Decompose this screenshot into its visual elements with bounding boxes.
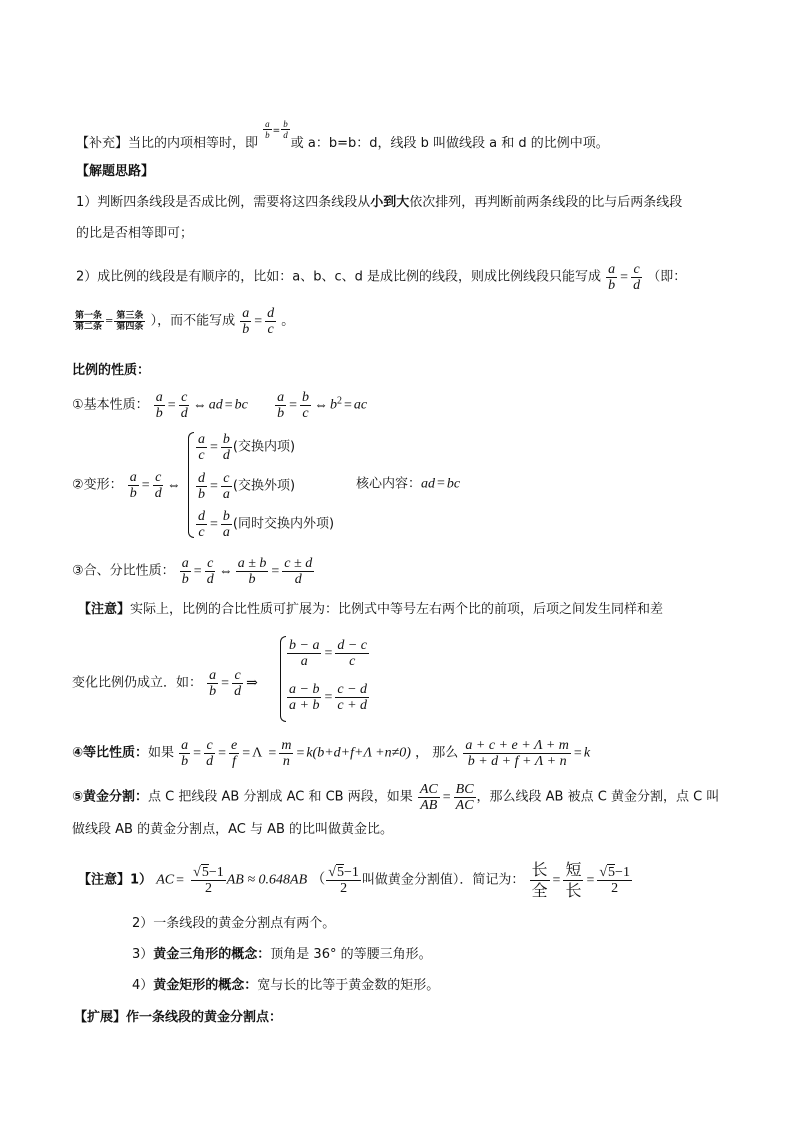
- supplement-text-a: 当比的内项相等时，即: [128, 136, 259, 151]
- fraction-a-over-b: $\frac{a}{b}$: [265, 119, 270, 140]
- small-fraction-2: 第三条 第四条: [116, 311, 144, 332]
- golden-note-1: 【注意】1） AC = $\frac{√5-1}{2}$ AB ≈ 0.648AB （ $\frac{√5-1}{2}$ 叫做黄金分割值）．简记为： 长 全 = 短 长 = $\frac{√5-1}{2}$: [78, 860, 630, 900]
- thinking-p2-line1: 2）成比例的线段是有顺序的，比如：a、b、c、d 是成比例的线段，则成比例线段只能写成 $\frac{a}{b}$ = $\frac{c}{d}$ （即：: [76, 262, 687, 293]
- equal-ratio-property: ④等比性质：如果 $\frac{a}{b}$ = $\frac{c}{d}$ = $\frac{e}{f}$ = Λ = $\frac{m}{n}$ = k(b+d+f+Λ +n≠0) ， 那么 $\frac{a + c + e + \Lambda + m}{b + d + f + \Lambda + n}$ = k: [72, 738, 591, 769]
- golden-section-line1: ⑤黄金分割：点 C 把线段 AB 分割成 AC 和 CB 两段，如果 $\frac{AC}{AB}$ = $\frac{BC}{AC}$ ，那么线段 AB 被点 C 黄金分割，点 C 叫: [72, 782, 720, 813]
- core-content: 核心内容：ad = bc: [356, 476, 461, 492]
- note-row-2: $\frac{a - b}{a + b}$ = $\frac{c - d}{c + d}$: [289, 682, 368, 713]
- cjk-fraction-short-long: 短 长: [565, 860, 582, 900]
- fraction-b-over-d: $\frac{b}{d}$: [283, 119, 288, 140]
- extension-line: 【扩展】作一条线段的黄金分割点：: [74, 1010, 283, 1025]
- basic-property: ①基本性质： $\frac{a}{b}$ = $\frac{c}{d}$ ⇔ ad = bc $\frac{a}{b}$ = $\frac{b}{c}$ ⇔ $b^2$ = ac: [72, 390, 368, 421]
- golden-note-4: 4）黄金矩形的概念：宽与长的比等于黄金数的矩形。: [132, 978, 440, 993]
- sum-diff-property: ③合、分比性质： $\frac{a}{b}$ = $\frac{c}{d}$ ⇔ $\frac{a \pm b}{b}$ = $\frac{c \pm d}{d}$: [72, 556, 313, 587]
- transform-brace: [188, 432, 194, 538]
- thinking-p2-line2: 第一条 第二条 = 第三条 第四条 ），而不能写成 $\frac{a}{b}$ = $\frac{d}{c}$ 。: [75, 306, 295, 337]
- supplement-tag: 【补充】: [76, 136, 129, 151]
- transform-label-line: ②变形： $\frac{a}{b}$ = $\frac{c}{d}$ ⇔: [72, 470, 181, 501]
- note-row-1: $\frac{b - a}{a}$ = $\frac{d - c}{c}$: [289, 638, 368, 669]
- cjk-fraction-long-full: 长 全: [531, 860, 548, 900]
- thinking-p1-line2: 的比是否相等即可；: [76, 226, 194, 241]
- note-line2: 变化比例仍成立．如： $\frac{a}{b}$ = $\frac{c}{d}$ ⇒: [72, 668, 258, 699]
- supplement-text-b: 或 a：b=b：d，线段 b 叫做线段 a 和 d 的比例中项。: [290, 136, 609, 151]
- golden-note-3: 3）黄金三角形的概念：顶角是 36° 的等腰三角形。: [132, 947, 432, 962]
- fraction-c-d: $\frac{c}{d}$: [633, 262, 641, 293]
- properties-heading: 比例的性质：: [72, 363, 151, 378]
- fraction-a-b: $\frac{a}{b}$: [608, 262, 616, 293]
- golden-section-line2: 做线段 AB 的黄金分割点，AC 与 AB 的比叫做黄金比。: [72, 822, 394, 837]
- thinking-p1-line1: 1）判断四条线段是否成比例，需要将这四条线段从小到大依次排列，再判断前两条线段的比与后两条线段: [76, 195, 683, 210]
- transform-row-2: $\frac{d}{b}$ = $\frac{c}{a}$ (交换外项): [198, 471, 296, 502]
- transform-row-3: $\frac{d}{c}$ = $\frac{b}{a}$ (同时交换内外项): [198, 509, 335, 540]
- supplement-line: 【补充】当比的内项相等时，即 $\frac{a}{b}$ = $\frac{b}{d}$ 或 a：b=b：d，线段 b 叫做线段 a 和 d 的比例中项。: [76, 119, 609, 151]
- transform-row-1: $\frac{a}{c}$ = $\frac{b}{d}$ (交换内项): [198, 432, 296, 463]
- fraction-d-c: $\frac{d}{c}$: [267, 306, 275, 337]
- small-fraction-1: 第一条 第二条: [75, 311, 103, 332]
- thinking-heading: 【解题思路】: [76, 164, 155, 179]
- golden-note-2: 2）一条线段的黄金分割点有两个。: [132, 916, 336, 931]
- note-line1: 【注意】实际上，比例的合比性质可扩展为：比例式中等号左右两个比的前项，后项之间发生同样和差: [78, 602, 664, 617]
- fraction-a-b-2: $\frac{a}{b}$: [242, 306, 250, 337]
